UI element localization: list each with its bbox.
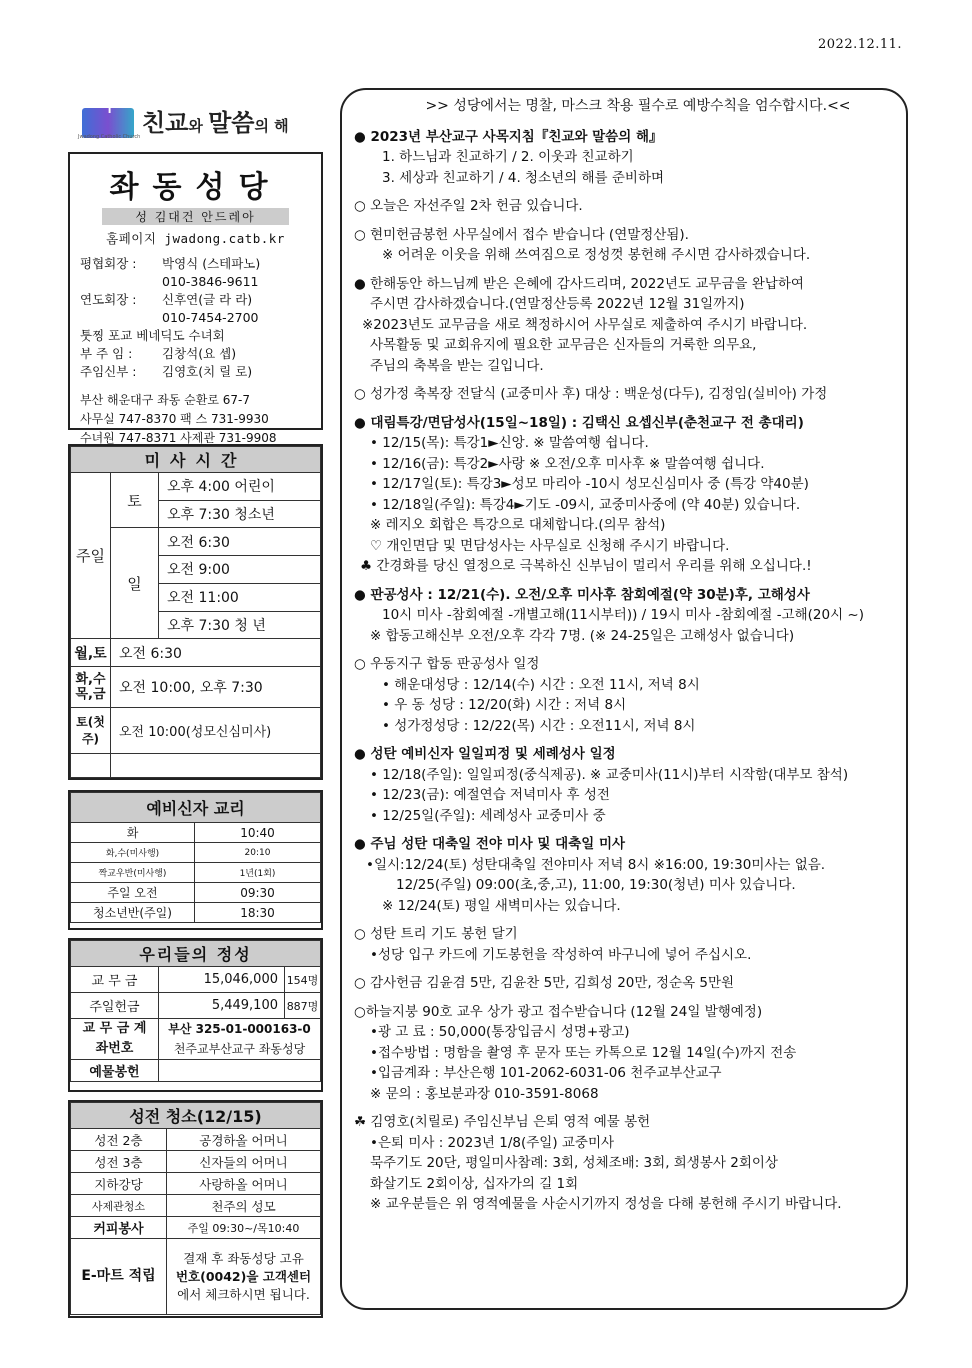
catechumen-title: 예비신자 교리 <box>71 793 321 823</box>
sun-mass-time: 오전 6:30 <box>159 528 321 556</box>
mask-notice: >> 성당에서는 명찰, 마스크 착용 필수로 예방수칙을 엄수합시다.<< <box>425 98 851 114</box>
offering-count: 887명 <box>285 993 321 1019</box>
saturday-label: 토 <box>111 473 159 528</box>
logo-subtitle: Jwadong Catholic Church <box>78 134 141 140</box>
weekday-mass-time: 오전 10:00, 오후 7:30 <box>111 666 321 707</box>
notice-heading: ● 판공성사 : 12/21(수). 오전/오후 미사후 참회예절(약 30분)후, 고해성사 <box>354 586 810 603</box>
catechumen-table <box>68 790 323 930</box>
gift-label: 예물봉헌 <box>71 1060 159 1082</box>
cleaning-group: 공경하올 어머니 <box>167 1129 321 1151</box>
class-name: 청소년반(주일) <box>71 903 195 923</box>
notice-heading: ○하늘지붕 90호 교우 상가 광고 접수받습니다 (12월 24일 발행예정) <box>354 1003 763 1020</box>
offering-title: 우리들의 정성 <box>71 941 321 967</box>
notice-heading: ● 대림특강/면담성사(15일~18일) : 김택신 요셉신부(춘천교구 전 총대리) <box>354 414 804 431</box>
sun-mass-time: 오전 9:00 <box>159 556 321 584</box>
cleaning-group: 신자들의 어머니 <box>167 1151 321 1173</box>
offering-type: 주일헌금 <box>71 993 159 1019</box>
class-time: 18:30 <box>195 903 321 923</box>
year-theme-title: 친교와 말씀의 해 <box>142 108 289 137</box>
weekday-mass-time: 오전 10:00(성모신심미사) <box>111 707 321 753</box>
notice-heading: ● 한해동안 하느님께 받은 은혜에 감사드리며, 2022년도 교무금을 완납하여 <box>354 275 804 292</box>
class-name: 화 <box>71 823 195 843</box>
church-logo-icon: ✝ Jwadong Catholic Church <box>78 98 141 140</box>
cleaning-area: 성전 3층 <box>71 1151 167 1173</box>
church-address: 부산 해운대구 좌동 순환로 67-7 사무실 747-8370 팩 스 731-9930 수녀원 747-8371 사제관 731-9908 <box>80 393 277 445</box>
notice-heading: ○ 우동지구 합동 판공성사 일정 <box>354 656 540 672</box>
coffee-time: 주일 09:30~/목10:40 <box>167 1217 321 1239</box>
bulletin-logo <box>78 96 326 144</box>
mass-times-table <box>68 444 323 780</box>
notice-heading: ● 성탄 예비신자 일일피정 및 세례성사 일정 <box>354 746 616 762</box>
class-time: 20:10 <box>195 843 321 863</box>
offering-type: 교 무 금 <box>71 967 159 993</box>
class-time: 1년(1회) <box>195 863 321 883</box>
homepage: 홈페이지 jwadong.catb.kr <box>106 231 285 246</box>
notice-heading: ● 2023년 부산교구 사목지침『친교와 말씀의 해』 <box>354 128 663 145</box>
cleaning-area: 지하강당 <box>71 1173 167 1195</box>
weekday-mass-time: 오전 6:30 <box>111 639 321 667</box>
cleaning-area: 성전 2층 <box>71 1129 167 1151</box>
notice-heading: ○ 성가정 축복장 전달식 (교중미사 후) 대상 : 백운성(다두), 김정임(실비아) 가정 <box>354 386 828 402</box>
emart-label: E-마트 적립 <box>71 1239 167 1315</box>
account-label: 교 무 금 계좌번호 <box>71 1019 159 1060</box>
notice-heading: ○ 오늘은 자선주일 2차 헌금 있습니다. <box>354 198 583 214</box>
cleaning-group: 천주의 성모 <box>167 1195 321 1217</box>
class-name: 화,수(미사행) <box>71 843 195 863</box>
sun-mass-time: 오전 11:00 <box>159 583 321 611</box>
class-name: 주일 오전 <box>71 883 195 903</box>
cleaning-area: 사제관청소 <box>71 1195 167 1217</box>
weekday-label: 토(첫주) <box>71 707 111 753</box>
account-info: 부산 325-01-000163-0 천주교부산교구 좌동성당 <box>159 1019 321 1060</box>
class-time: 09:30 <box>195 883 321 903</box>
sat-mass-time: 오후 4:00 어린이 <box>159 473 321 501</box>
mass-times-title: 미사시간 <box>71 447 321 473</box>
notice-board: >> 성당에서는 명찰, 마스크 착용 필수로 예방수칙을 엄수합시다.<< ● 2023년 부산교구 사목지침『친교와 말씀의 해』 1. 하느님과 친교하기 / 2. 이웃과 친교하기 3. 세상과 친교하기 / 4. 청소년의 해를 준비하며 ○ 오늘은 자선주일 2차 헌금 있습니다. ○ 현미헌금봉헌 사무실에서 접수 받습니다 (연말정산됨). ※ 어려운 이웃을 위해 쓰여짐으로 정성껏 봉헌해 주시면 감사하겠습니다. ● 한해동안 하느님께 받은 은혜에 감사드리며, 2022년도 교무금을 완납하여 주시면 감사하겠습니다.(연말정산등록 2022년 12월 31일까지) ※2023년도 교무금을 새로 책정하시어 사무실로 제출하여 주시기 바랍니다. 사목활동 및 교회유지에 필요한 교무금은 신자들의 거룩한 의무요, 주님의 축복을 받는 길입니다. ○ 성가정 축복장 전달식 (교중미사 후) 대상 : 백운성(다두), 김정임(실비아) 가정 ● 대림특강/면담성사(15일~18일) : 김택신 요셉신부(춘천교구 전 총대리) • 12/15(목): 특강1►신앙. ※ 말씀여행 쉽니다. • 12/16(금): 특강2►사랑 ※ 오전/오후 미사후 ※ 말씀여행 쉽니다. • 12/17일(토): 특강3►성모 마리아 -10시 성모신심미사 중 (특강 약40분) • 12/18일(주일): 특강4►기도 -09시, 교중미사중에 (약 40분) 있습니다. ※ 레지오 회합은 특강으로 대체합니다.(의무 참석) ♡ 개인면담 및 면담성사는 사무실로 신청해 주시기 바랍니다. ♣ 간경화를 당신 열정으로 극복하신 신부님이 멀리서 우리를 위해 오십니다.! ● 판공성사 : 12/21(수). 오전/오후 미사후 참회예절(약 30분)후, 고해성사 10시 미사 -참회예절 -개별고해(11시부터)) / 19시 미사 -참회예절 -고해(20시 ~) ※ 합동고해신부 오전/오후 각각 7명. (※ 24-25일은 고해성사 없습니다) ○ 우동지구 합동 판공성사 일정 • 해운대성당 : 12/14(수) 시간 : 오전 11시, 저녁 8시 • 우 동 성당 : 12/20(화) 시간 : 저녁 8시 • 성가정성당 : 12/22(목) 시간 : 오전11시, 저녁 8시 ● 성탄 예비신자 일일피정 및 세례성사 일정 • 12/18(주일): 일일피정(중식제공). ※ 교중미사(11시)부터 시작함(대부모 참석) • 12/23(금): 예절연습 저녁미사 후 성전 • 12/25일(주일): 세례성사 교중미사 중 ● 주님 성탄 대축일 전야 미사 및 대축일 미사 •일시:12/24(토) 성탄대축일 전야미사 저녁 8시 ※16:00, 19:30미사는 없음. 12/25(주일) 09:00(초,중,고), 11:00, 19:30(청년) 미사 있습니다. ※ 12/24(토) 평일 새벽미사는 있습니다. ○ 성탄 트리 기도 봉헌 달기 •성당 입구 카드에 기도봉헌을 작성하여 바구니에 넣어 주십시오. ○ 감사헌금 김윤겸 5만, 김윤찬 5만, 김희성 20만, 정순옥 5만원 ○하늘지붕 90호 교우 상가 광고 접수받습니다 (12월 24일 발행예정) •광 고 료 : 50,000(통장입금시 성명+광고) •접수방법 : 명함을 촬영 후 문자 또는 카톡으로 12월 14일(수)까지 전송 •입금계좌 : 부산은행 101-2062-6031-06 천주교부산교구 ※ 문의 : 홍보분과장 010-3591-8068 ☘ 김영호(치릴로) 주임신부님 은퇴 영적 예물 봉헌 •은퇴 미사 : 2023년 1/8(주일) 교중미사 묵주기도 20단, 평일미사참례: 3회, 성체조배: 3회, 희생봉사 2회이상 화살기도 2회이상, 십자가의 길 1회 ※ 교우분들은 위 영적예물을 사순시기까지 정성을 다해 봉헌해 주시기 바랍니다. <box>340 88 908 1310</box>
notice-heading: ○ 성탄 트리 기도 봉헌 달기 <box>354 926 518 942</box>
sat-mass-time: 오후 7:30 청소년 <box>159 500 321 528</box>
offering-count: 154명 <box>285 967 321 993</box>
notice-heading: ● 주님 성탄 대축일 전야 미사 및 대축일 미사 <box>354 836 626 852</box>
cleaning-group: 사랑하올 어머니 <box>167 1173 321 1195</box>
offering-amount: 15,046,000 <box>159 967 285 993</box>
church-info-box <box>68 152 323 445</box>
sun-mass-time: 오후 7:30 청 년 <box>159 611 321 639</box>
weekday-label: 화,수 목,금 <box>71 666 111 707</box>
class-name: 짝교우반(미사행) <box>71 863 195 883</box>
emart-instructions: 결재 후 좌동성당 고유 번호(0042)을 고객센터 에서 체크하시면 됩니다. <box>167 1239 321 1315</box>
cleaning-table <box>68 1100 323 1318</box>
patron-saint: 성 김대건 안드레아 <box>102 208 289 225</box>
cleaning-title: 성전 청소(12/15) <box>71 1103 321 1129</box>
notice-heading: ☘ 김영호(치릴로) 주임신부님 은퇴 영적 예물 봉헌 <box>354 1114 651 1130</box>
notice-heading: ○ 현미헌금봉헌 사무실에서 접수 받습니다 (연말정산됨). <box>354 226 689 243</box>
class-time: 10:40 <box>195 823 321 843</box>
weekday-label: 월,토 <box>71 639 111 667</box>
notice-heading: ○ 감사헌금 김윤겸 5만, 김윤찬 5만, 김희성 20만, 정순옥 5만원 <box>354 975 735 991</box>
bulletin-date: 2022.12.11. <box>818 37 903 52</box>
coffee-label: 커피봉사 <box>71 1217 167 1239</box>
church-name: 좌동성당 <box>109 170 282 205</box>
offering-amount: 5,449,100 <box>159 993 285 1019</box>
staff-list: 평협회장 : 박영식 (스테파노) 010-3846-9611 연도회장 : 신후연(글 라 라) 010-7454-2700 툿찡 포교 베네딕도 수녀회 부 주 임 : 김창석(요 셉) 주임신부 : 김영호(치 릴 로) <box>80 256 261 379</box>
offering-table <box>68 938 323 1092</box>
sunday-label: 주일 <box>71 473 111 639</box>
sunday-day-label: 일 <box>111 528 159 639</box>
